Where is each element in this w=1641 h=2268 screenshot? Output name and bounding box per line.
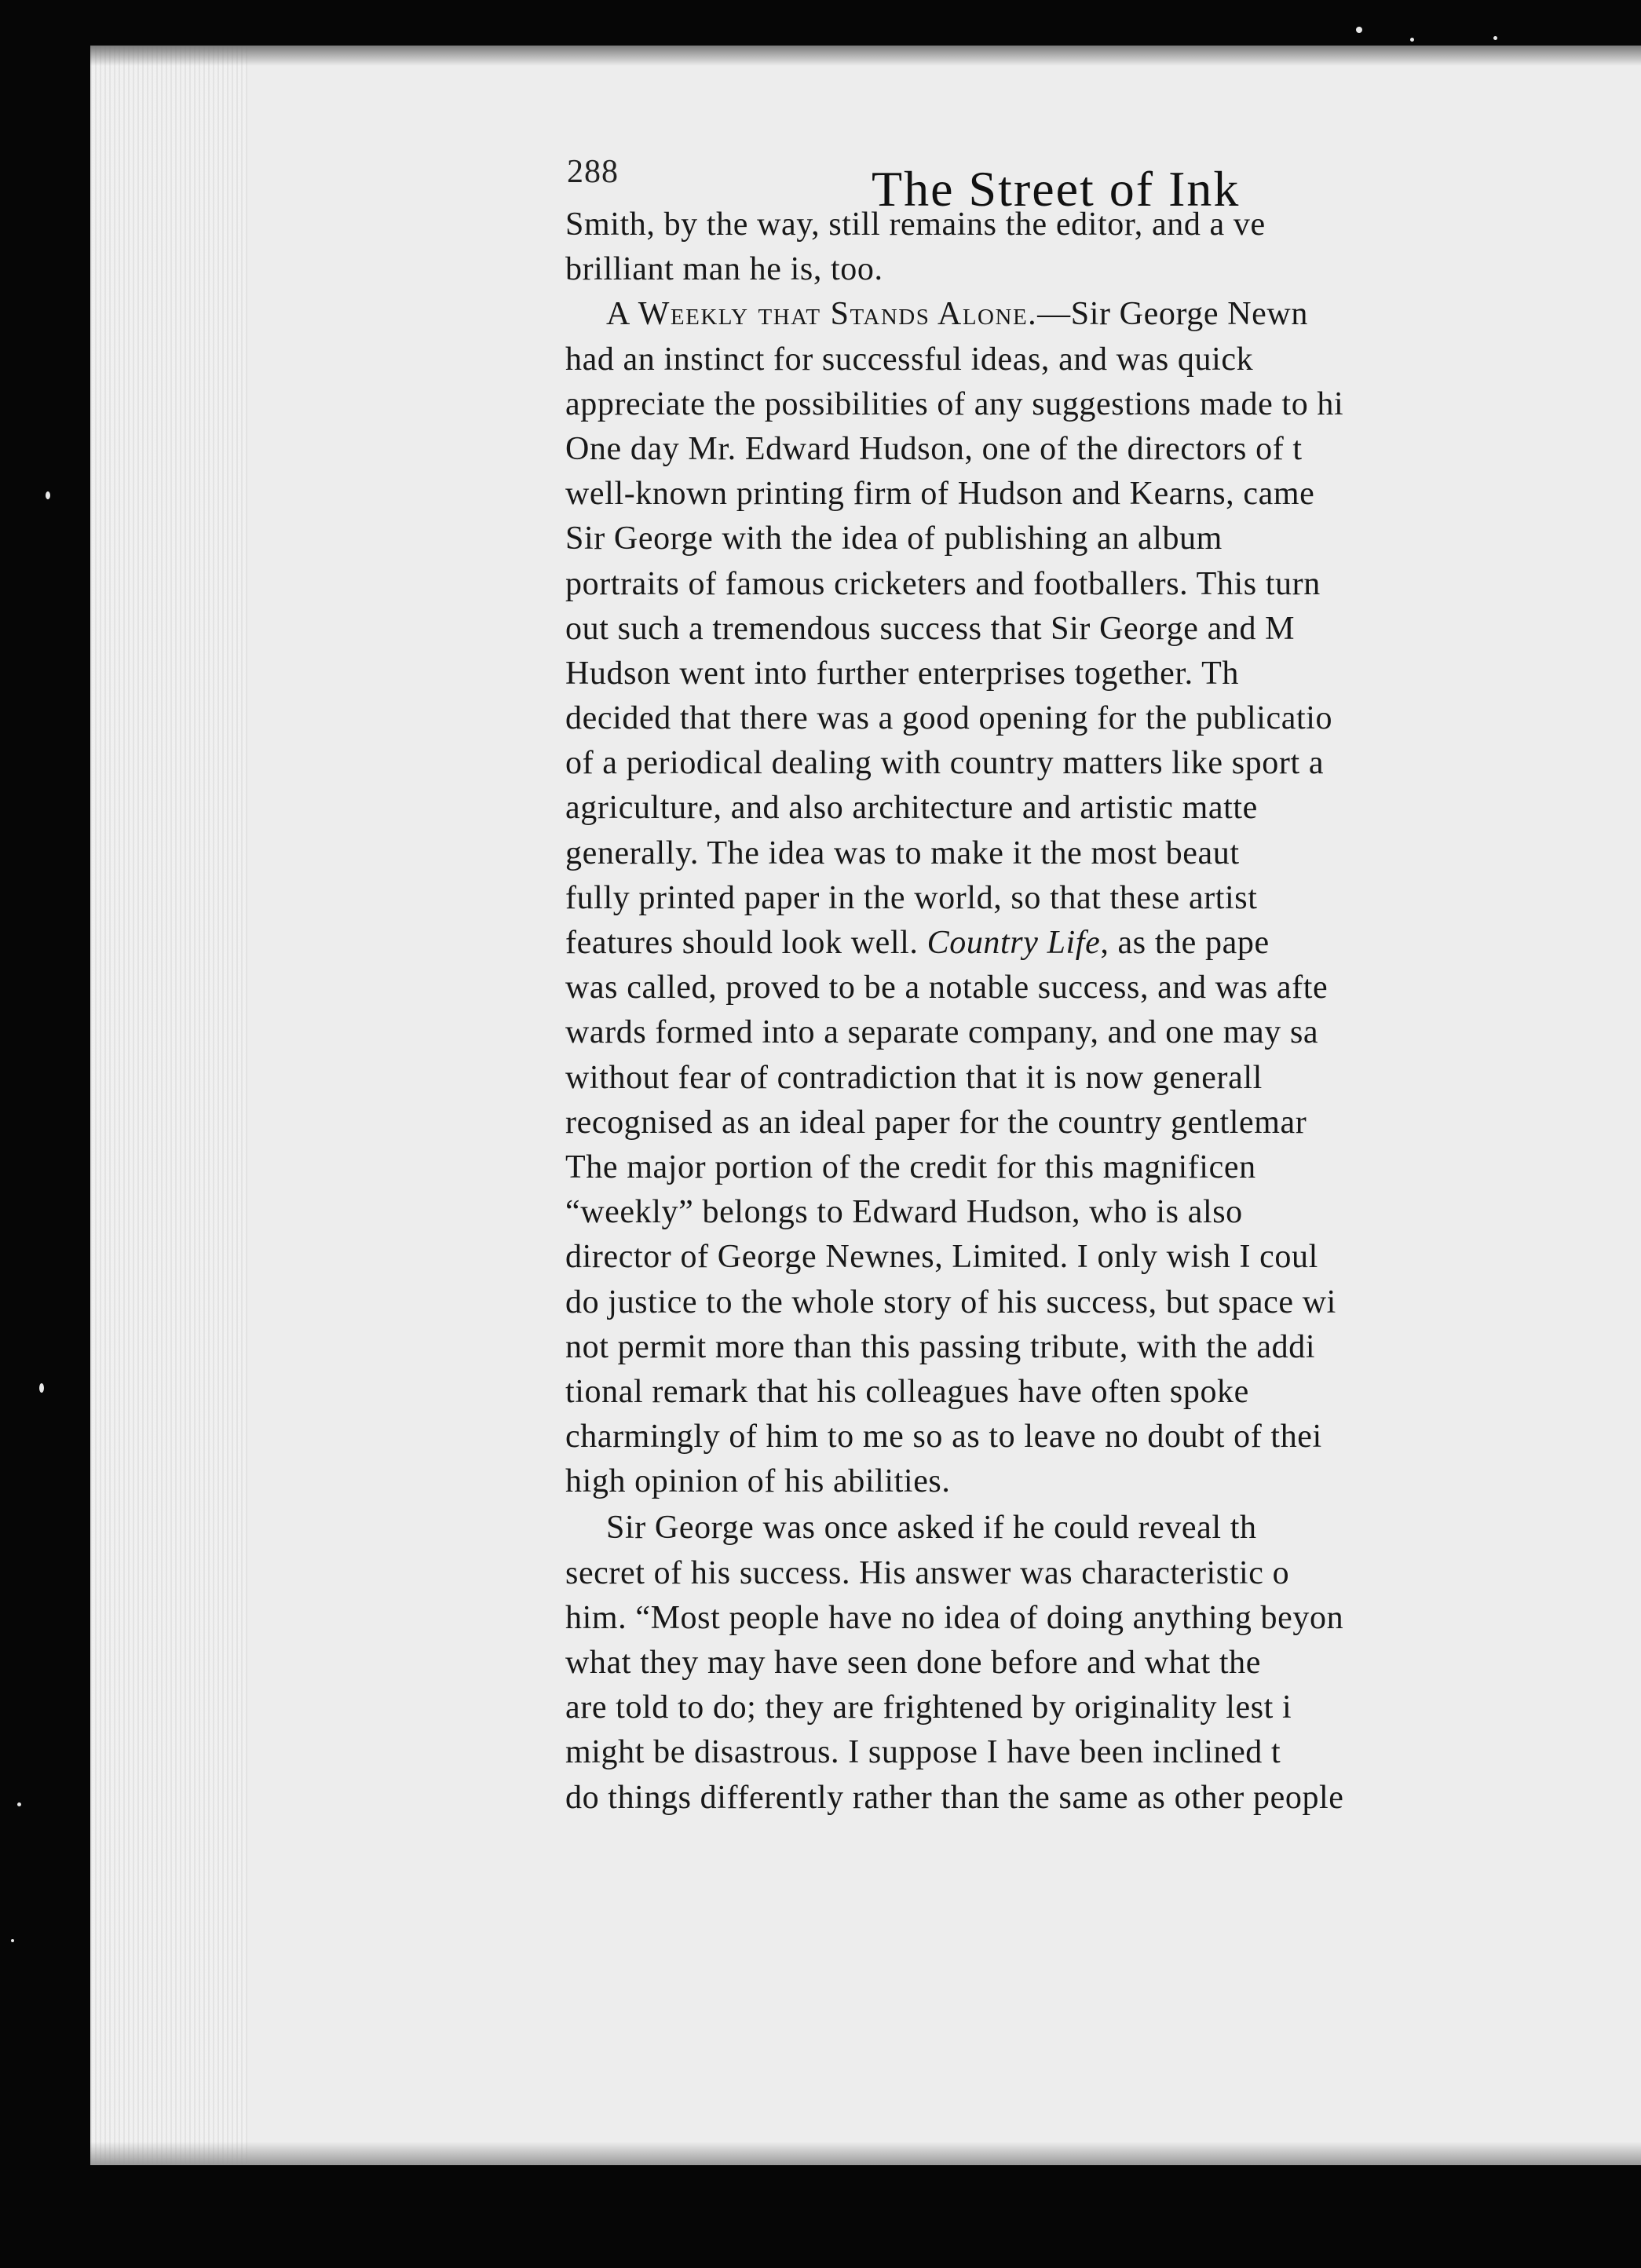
page-fore-edge <box>90 46 247 2165</box>
text-line: without fear of contradiction that it is now generall <box>565 1059 1263 1096</box>
text-line: charmingly of him to me so as to leave no doubt of thei <box>565 1419 1322 1455</box>
page-number: 288 <box>567 154 619 190</box>
text-line: had an instinct for successful ideas, and was quick <box>565 341 1254 378</box>
text-line: Hudson went into further enterprises together. Th <box>565 655 1239 692</box>
page-top-shadow <box>90 46 1641 66</box>
text-line: well-known printing firm of Hudson and Kearns, came <box>565 476 1315 513</box>
text-line: Smith, by the way, still remains the editor, and a ve <box>565 206 1266 243</box>
speck <box>39 1383 44 1393</box>
text-line: brilliant man he is, too. <box>565 251 883 288</box>
text-line: not permit more than this passing tribute, with the addi <box>565 1328 1316 1365</box>
paragraph-start-line: Sir George was once asked if he could reveal th <box>606 1510 1257 1547</box>
text-line: high opinion of his abilities. <box>565 1463 951 1500</box>
text-line: him. “Most people have no idea of doing anything beyon <box>565 1599 1344 1636</box>
section-heading: A Weekly that Stands Alone. <box>606 296 1038 333</box>
speck <box>1356 27 1362 33</box>
text-line-start: features should look well. <box>565 925 927 961</box>
speck <box>1410 38 1414 42</box>
text-line: director of George Newnes, Limited. I only wish I coul <box>565 1239 1318 1276</box>
text-line: of a periodical dealing with country matters like sport a <box>565 745 1325 782</box>
text-line: might be disastrous. I suppose I have been inclined t <box>565 1734 1281 1771</box>
page-bottom-shadow <box>90 2142 1641 2165</box>
text-line: secret of his success. His answer was characteristic o <box>565 1554 1290 1591</box>
text-line: do things differently rather than the same as other people <box>565 1779 1344 1816</box>
running-head <box>567 118 1641 217</box>
text-line-end: , as the pape <box>1100 925 1270 961</box>
text-line: recognised as an ideal paper for the country gentlemar <box>565 1104 1307 1141</box>
country-life-line <box>565 921 1641 966</box>
speck <box>1493 36 1497 40</box>
speck <box>11 1939 14 1942</box>
text-line: out such a tremendous success that Sir George and M <box>565 610 1296 647</box>
speck <box>46 491 50 499</box>
periodical-title: Country Life <box>926 925 1101 961</box>
text-line: The major portion of the credit for this magnificen <box>565 1149 1256 1185</box>
text-line: agriculture, and also architecture and artistic matte <box>565 790 1258 827</box>
text-line: “weekly” belongs to Edward Hudson, who is also <box>565 1194 1243 1231</box>
text-line: wards formed into a separate company, and one may sa <box>565 1014 1319 1051</box>
text-line: appreciate the possibilities of any suggestions made to hi <box>565 385 1344 422</box>
speck <box>17 1802 21 1806</box>
text-line: Sir George with the idea of publishing an album <box>565 520 1223 557</box>
text-line: do justice to the whole story of his success, but space wi <box>565 1284 1336 1320</box>
text-line: One day Mr. Edward Hudson, one of the directors of t <box>565 430 1303 467</box>
section-heading-line <box>565 292 1641 337</box>
text-line: generally. The idea was to make it the most beaut <box>565 835 1240 871</box>
text-line: are told to do; they are frightened by originality lest i <box>565 1689 1292 1726</box>
text-line: decided that there was a good opening for the publicatio <box>565 700 1333 737</box>
text-line: portraits of famous cricketers and footballers. This turn <box>565 565 1321 602</box>
text-line: was called, proved to be a notable success, and was afte <box>565 970 1329 1006</box>
text-line: what they may have seen done before and what the <box>565 1645 1261 1681</box>
running-title: The Street of Ink <box>872 161 1241 217</box>
text-line-rest: —Sir George Newn <box>1037 296 1308 333</box>
text-line: tional remark that his colleagues have often spoke <box>565 1373 1249 1410</box>
body-text <box>565 203 1641 1821</box>
text-line: fully printed paper in the world, so that these artist <box>565 879 1258 916</box>
